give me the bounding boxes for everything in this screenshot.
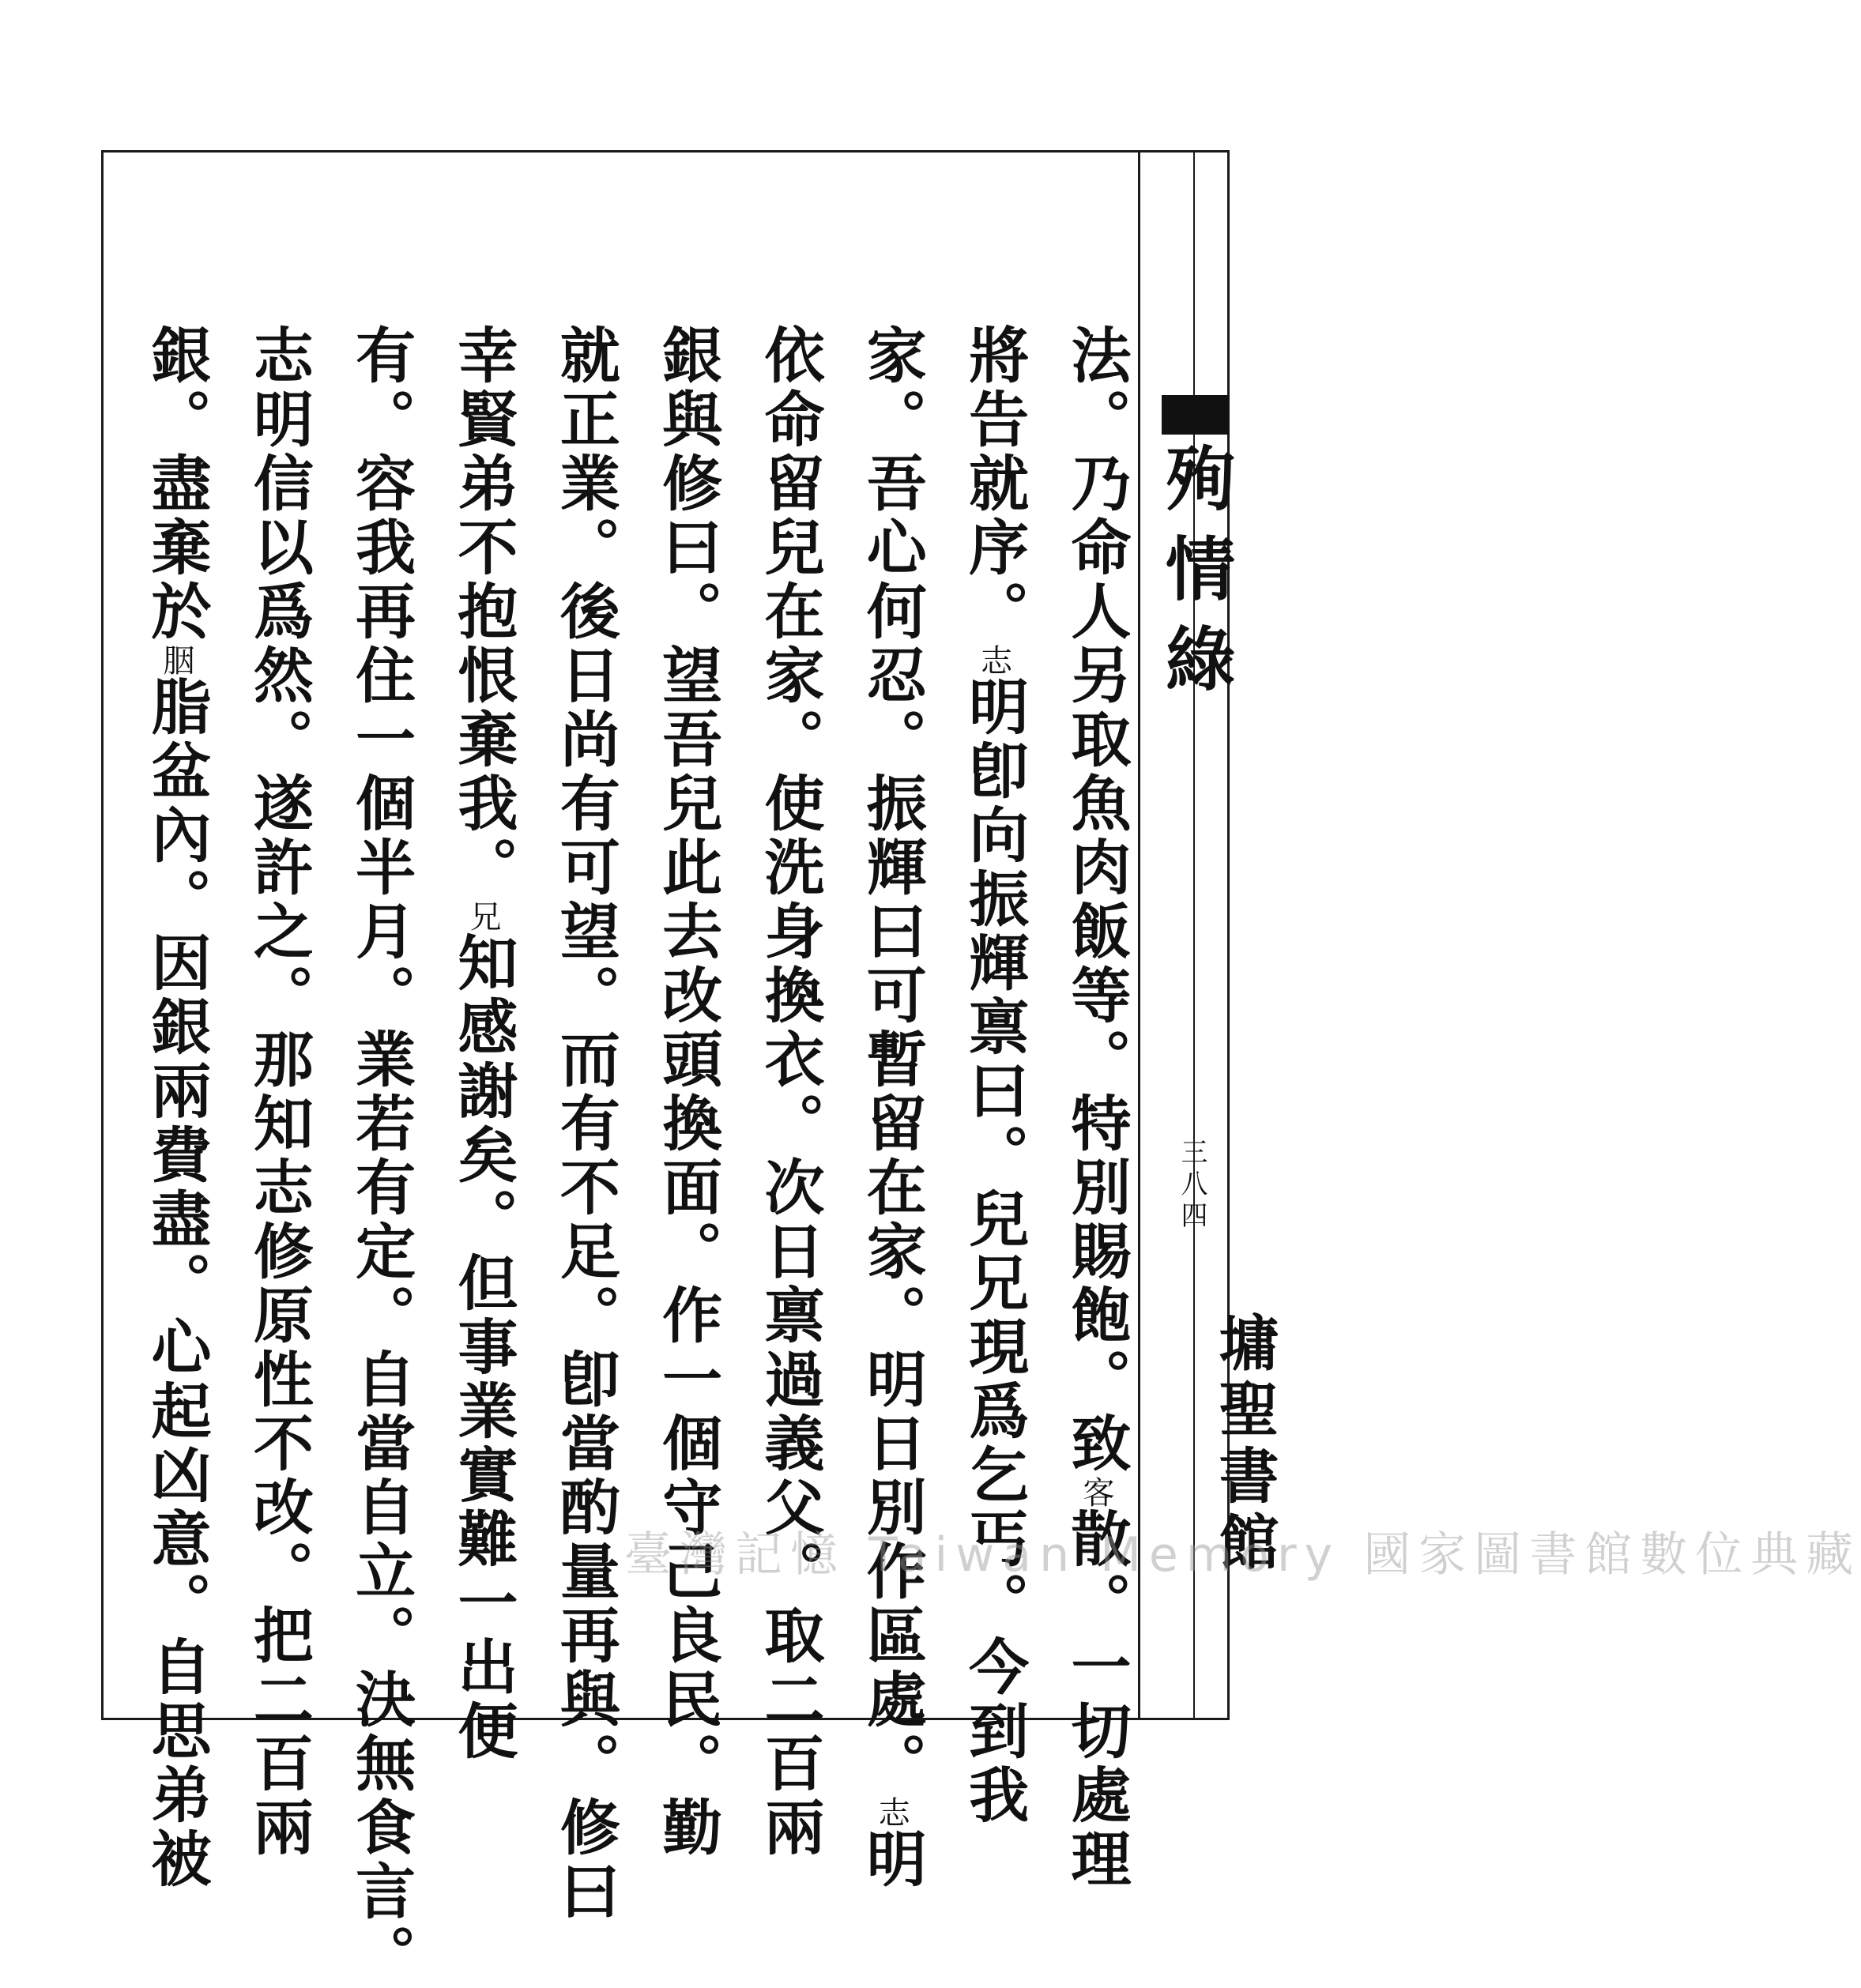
text-column: 銀。盡棄於胭脂盆內。因銀兩費盡。心起凶意。自思弟被 bbox=[141, 324, 212, 1892]
page-number: 三八四 bbox=[1176, 1138, 1207, 1233]
text-column: 依命留兒在家。使洗身換衣。次日禀過義父。取二百兩 bbox=[754, 324, 825, 1860]
text-column: 家。吾心何忍。振輝曰可暫留在家。明日別作區處。志明 bbox=[857, 324, 928, 1892]
text-column: 幸賢弟不抱恨棄我。兄知感謝矣。但事業實難一出便 bbox=[447, 324, 518, 1764]
library-watermark: 臺灣記憶 Taiwan Memory 國家圖書館數位典藏 bbox=[624, 1527, 1861, 1583]
gutter-rule bbox=[1138, 150, 1140, 1720]
text-column: 將告就序。志明卽向振輝禀曰。兒兄現爲乞丐。今到我 bbox=[959, 324, 1030, 1828]
text-column: 就正業。後日尚有可望。而有不足。卽當酌量再與。修曰 bbox=[550, 324, 621, 1924]
text-column: 有。容我再住一個半月。業若有定。自當自立。決無食言。 bbox=[345, 324, 416, 1988]
publisher-name: 墉聖書館 bbox=[1209, 1312, 1279, 1577]
fishtail-mark bbox=[1162, 395, 1229, 435]
text-column: 銀與修曰。望吾兒此去改頭換面。作一個守己良民。勤 bbox=[652, 324, 723, 1860]
text-column: 志明信以爲然。遂許之。那知志修原性不改。把二百兩 bbox=[243, 324, 315, 1860]
book-title: 殉情綠 bbox=[1155, 442, 1237, 713]
body-text bbox=[138, 324, 1134, 1988]
text-column: 法。乃命人另取魚肉飯等。特別賜飽。致客散。一切處理 bbox=[1060, 324, 1132, 1892]
